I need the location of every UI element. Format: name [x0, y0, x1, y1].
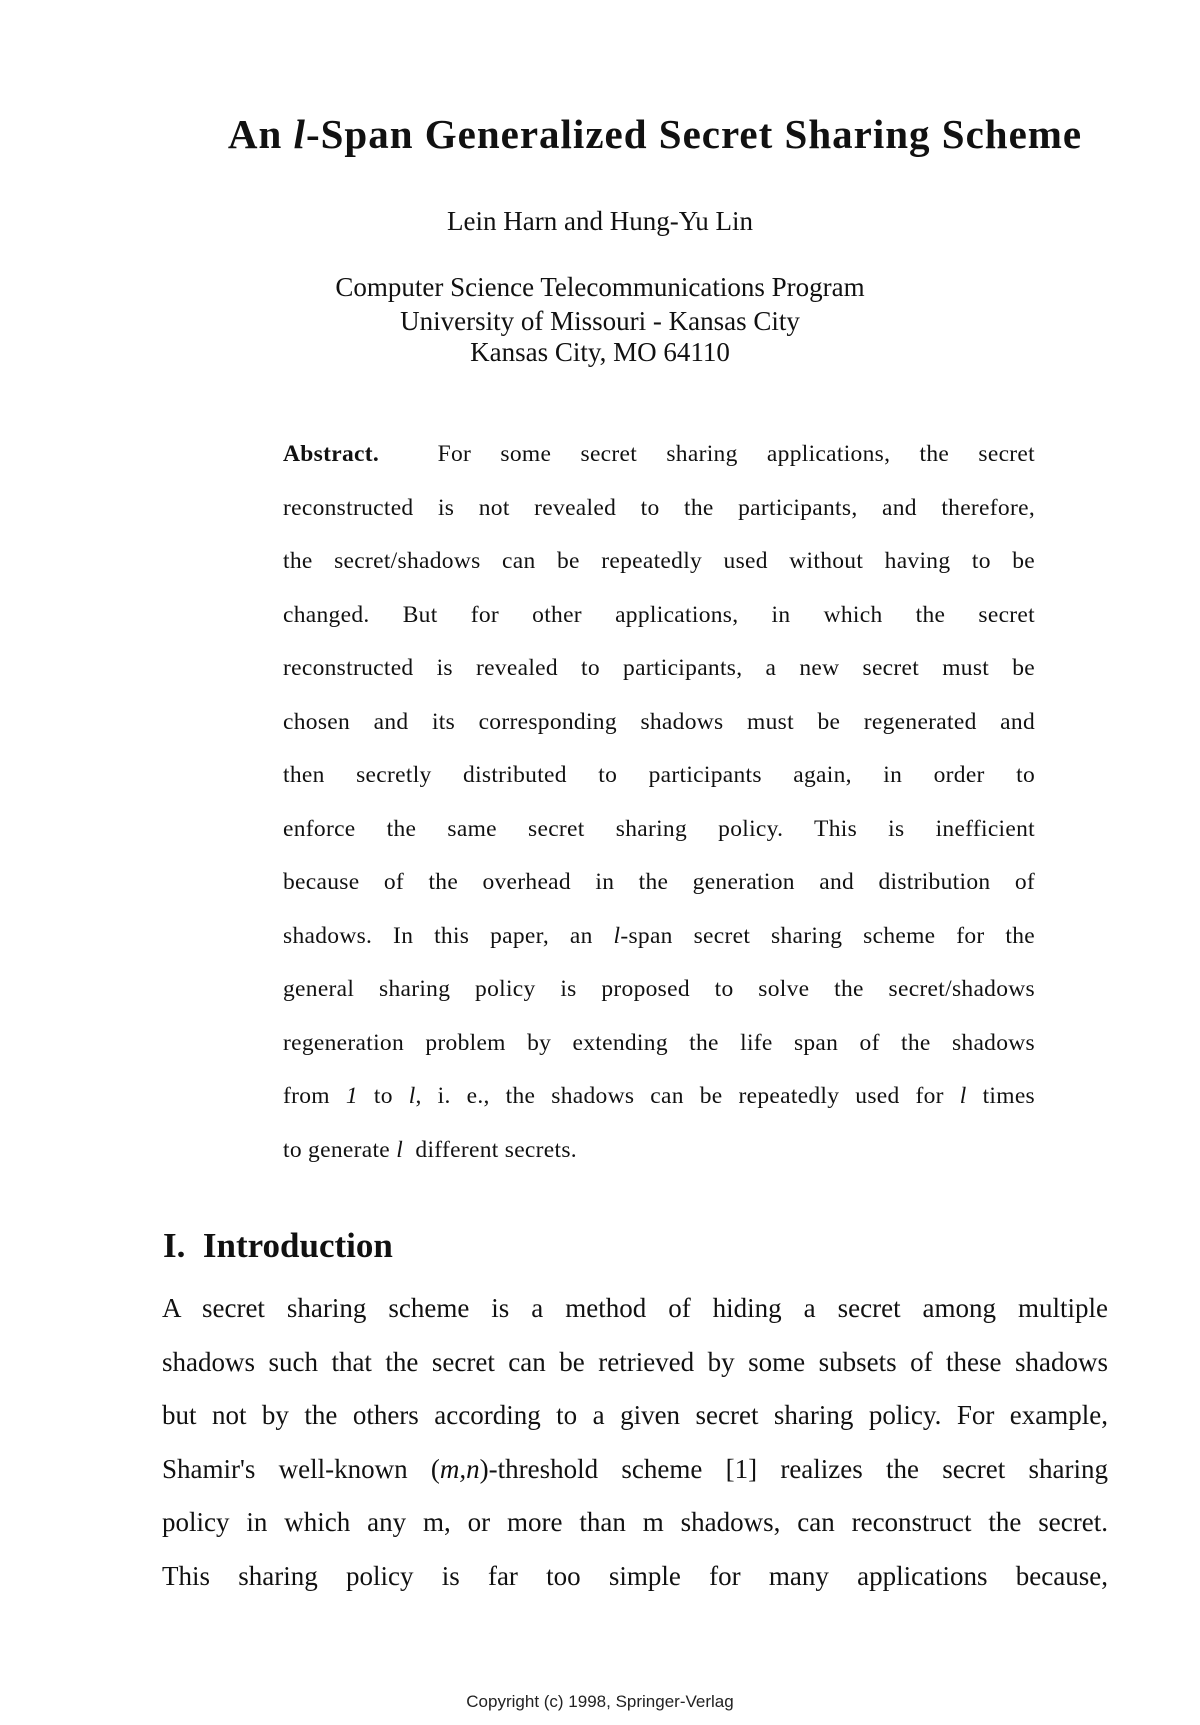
section-heading-introduction: I. Introduction	[163, 1226, 393, 1265]
title-variable: l	[293, 111, 306, 157]
title-prefix: An	[227, 111, 294, 157]
authors: Lein Harn and Hung-Yu Lin	[447, 206, 753, 236]
abstract-line: shadows. In this paper, an l-span secret sharing scheme for the	[283, 922, 1036, 949]
abstract-line: chosen and its corresponding shadows must be regenerated and	[283, 708, 1035, 735]
abstract-line: from 1 to l, i. e., the shadows can be repeatedly used for l times	[283, 1083, 1035, 1109]
affiliation-line-1: Computer Science Telecommunications Program	[335, 272, 865, 302]
abstract-line: changed. But for other applications, in which the secret	[283, 601, 1035, 628]
abstract-line: to generate l different secrets.	[283, 1136, 577, 1163]
body-line: This sharing policy is far too simple for many applications because,	[162, 1560, 1108, 1591]
abstract-line: reconstructed is not revealed to the participants, and therefore,	[283, 494, 1035, 521]
abstract-line: because of the overhead in the generation and distribution of	[283, 869, 1035, 895]
title-suffix: -Span Generalized Secret Sharing Scheme	[305, 111, 1083, 157]
abstract-line: regeneration problem by extending the life span of the shadows	[283, 1029, 1035, 1056]
abstract	[283, 428, 1035, 1177]
abstract-line: reconstructed is revealed to participants, a new secret must be	[283, 655, 1035, 681]
body-line: A secret sharing scheme is a method of hiding a secret among multiple	[162, 1293, 1108, 1323]
body-line: policy in which any m, or more than m shadows, can reconstruct the secret.	[162, 1507, 1108, 1537]
body-line: but not by the others according to a given secret sharing policy. For example,	[162, 1400, 1108, 1430]
introduction-body	[162, 1282, 1108, 1603]
body-line: Shamir's well-known (m,n)-threshold scheme [1] realizes the secret sharing	[162, 1453, 1108, 1484]
abstract-line: the secret/shadows can be repeatedly used without having to be	[283, 548, 1035, 574]
abstract-line: then secretly distributed to participants again, in order to	[283, 762, 1035, 788]
abstract-line: enforce the same secret sharing policy. This is inefficient	[283, 815, 1035, 842]
affiliation-line-2: University of Missouri - Kansas City	[400, 306, 800, 336]
affiliation-line-3: Kansas City, MO 64110	[470, 337, 730, 367]
abstract-line: Abstract. For some secret sharing applications, the secret	[283, 441, 1035, 467]
abstract-line: general sharing policy is proposed to solve the secret/shadows	[283, 976, 1035, 1002]
paper-title	[200, 110, 1110, 158]
abstract-label: Abstract.	[283, 441, 380, 467]
copyright-footer: Copyright (c) 1998, Springer-Verlag	[466, 1692, 734, 1711]
body-line: shadows such that the secret can be retrieved by some subsets of these shadows	[162, 1346, 1108, 1377]
